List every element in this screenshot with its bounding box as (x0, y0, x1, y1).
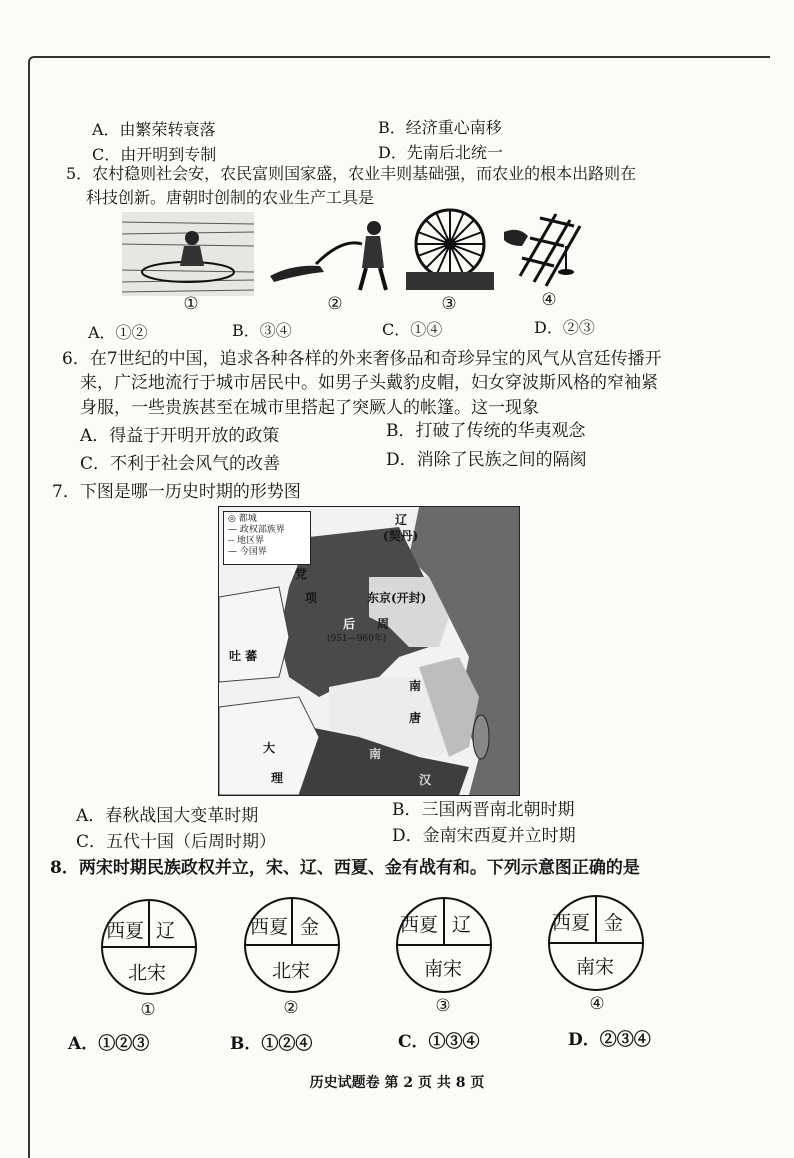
diagram-2-bottom: 北宋 (272, 960, 311, 982)
q6-option-a: A．得益于开明开放的政策 (80, 426, 280, 446)
diagram-1-number: ① (140, 1000, 156, 1020)
q8-stem: 8．两宋时期民族政权并立，宋、辽、西夏、金有战有和。下列示意图正确的是 (50, 858, 640, 878)
q5-stem-line1: 5．农村稳则社会安，农民富则国家盛，农业丰则基础强，而农业的根本出路则在 (66, 164, 637, 183)
q6-option-b: B．打破了传统的华夷观念 (386, 421, 586, 441)
map-label-han: 汉 (419, 773, 432, 787)
tool-label-2: ② (327, 294, 343, 314)
q6-option-d: D．消除了民族之间的隔阂 (386, 450, 587, 470)
q5-option-b: B．③④ (232, 321, 292, 340)
q7-option-c: C．五代十国（后周时期） (76, 832, 277, 852)
q7-option-d: D．金南宋西夏并立时期 (392, 826, 576, 846)
diagram-1-top-right: 辽 (156, 920, 176, 942)
page-footer: 历史试题卷 第 2 页 共 8 页 (309, 1075, 485, 1091)
q8-option-c: C．①③④ (398, 1032, 480, 1052)
q6-stem-line3: 身服，一些贵族甚至在城市里搭起了突厥人的帐篷。这一现象 (80, 398, 539, 418)
q6-stem-line1: 6．在7世纪的中国，追求各种各样的外来奢侈品和奇珍异宝的风气从宫廷传播开 (62, 349, 662, 369)
diagram-1-top-left: 西夏 (106, 920, 145, 942)
diagram-3-top-right: 辽 (452, 914, 472, 936)
map-label-liao: 辽 (395, 513, 408, 527)
q7-option-a: A．春秋战国大变革时期 (76, 806, 259, 826)
diagram-4-number: ④ (589, 994, 605, 1014)
diagram-2-top-left: 西夏 (250, 916, 289, 938)
map-label-capital: 东京(开封) (367, 591, 427, 605)
q5-option-d: D．②③ (534, 318, 595, 337)
q8-option-b: B．①②④ (230, 1034, 313, 1054)
tool-label-4: ④ (541, 290, 557, 310)
diagram-4-bottom: 南宋 (576, 956, 615, 978)
q8-option-a: A．①②③ (68, 1034, 150, 1054)
map-label-nan2: 南 (369, 747, 382, 761)
tool-image-3 (402, 206, 498, 294)
map-label-years: (951—960年) (327, 634, 387, 644)
diagram-3-bottom: 南宋 (424, 958, 463, 980)
map-label-zhou: 周 (377, 617, 390, 631)
tool-image-2 (262, 214, 392, 294)
map-label-hou: 后 (343, 617, 356, 631)
tool-label-3: ③ (441, 294, 457, 314)
q5-option-c: C．①④ (382, 320, 443, 339)
diagram-3-top-left: 西夏 (400, 914, 439, 936)
q8-option-d: D．②③④ (568, 1030, 651, 1050)
map-label-qidan: (契丹) (383, 529, 419, 543)
diagram-1-bottom: 北宋 (128, 962, 167, 984)
q5-stem-line2: 科技创新。唐朝时创制的农业生产工具是 (86, 188, 375, 207)
q4-option-a: A．由繁荣转衰落 (92, 120, 216, 139)
map-label-li: 理 (271, 771, 284, 785)
q4-option-b: B．经济重心南移 (378, 118, 502, 137)
five-dynasties-map (218, 506, 520, 796)
tool-image-4 (500, 206, 582, 292)
q7-option-b: B．三国两晋南北朝时期 (392, 800, 575, 820)
map-label-tang: 唐 (409, 711, 422, 725)
map-label-dang: 党 (295, 567, 308, 581)
map-label-tubo: 吐 蕃 (229, 649, 258, 663)
map-label-nan: 南 (409, 679, 422, 693)
q4-option-c: C．由开明到专制 (92, 145, 217, 164)
diagram-4-top-right: 金 (604, 912, 624, 934)
tool-label-1: ① (183, 294, 199, 314)
diagram-2-number: ② (283, 998, 299, 1018)
diagram-2-top-right: 金 (300, 916, 320, 938)
diagram-3-number: ③ (435, 996, 451, 1016)
q6-option-c: C．不利于社会风气的改善 (80, 454, 281, 474)
diagram-4-top-left: 西夏 (552, 912, 591, 934)
q6-stem-line2: 来，广泛地流行于城市居民中。如男子头戴豹皮帽，妇女穿波斯风格的窄袖紧 (80, 373, 658, 393)
map-legend: ◎ 都城 — 政权部族界 -- 地区界 — 今国界 (223, 511, 311, 565)
q4-option-d: D．先南后北统一 (378, 143, 503, 162)
map-label-xiang: 项 (305, 591, 318, 605)
q5-option-a: A．①② (88, 323, 148, 342)
map-label-da: 大 (263, 741, 276, 755)
tool-image-1 (122, 212, 254, 296)
q7-stem: 7．下图是哪一历史时期的形势图 (52, 482, 301, 502)
